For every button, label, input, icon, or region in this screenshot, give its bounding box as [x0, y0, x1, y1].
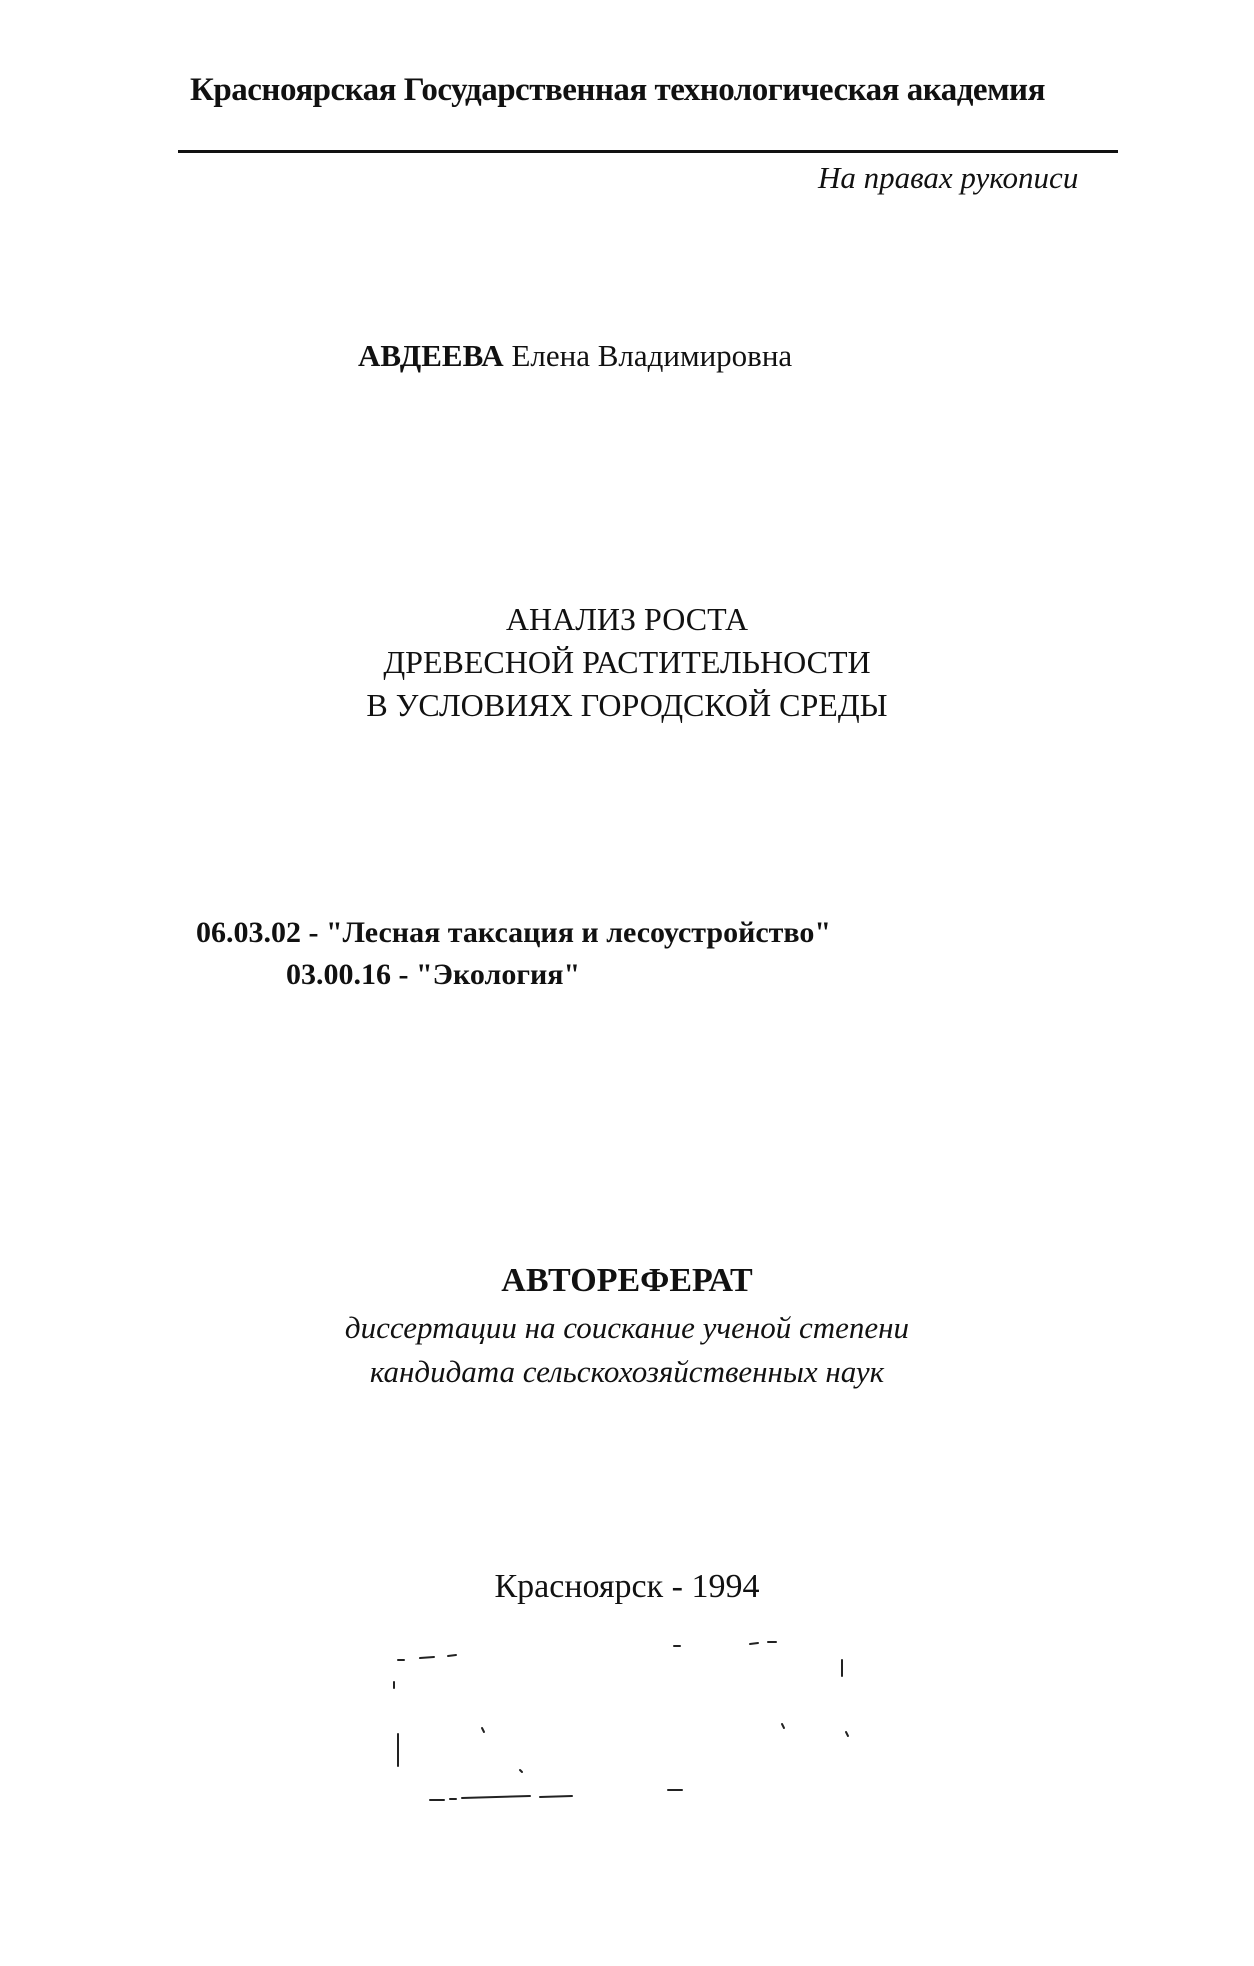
author-given-names: Елена Владимировна — [511, 338, 793, 373]
title-line: АНАЛИЗ РОСТА — [505, 601, 749, 637]
header-divider — [178, 150, 1118, 153]
degree-description — [0, 1306, 1254, 1394]
specialty-line: 03.00.16 - "Экология" — [286, 958, 581, 991]
author-name — [358, 338, 792, 374]
city-year: Красноярск - 1994 — [494, 1568, 760, 1605]
specialty-codes — [196, 912, 831, 996]
specialty-line: 06.03.02 - "Лесная таксация и лесоустройство" — [196, 916, 832, 949]
rights-note: На правах рукописи — [818, 160, 1079, 195]
author-surname: АВДЕЕВА — [358, 338, 504, 373]
stamp-marks — [390, 1638, 860, 1818]
institution-name: Красноярская Государственная технологическая академия — [190, 72, 1045, 108]
degree-line: диссертации на соискание ученой степени — [344, 1310, 910, 1345]
title-line: В УСЛОВИЯХ ГОРОДСКОЙ СРЕДЫ — [366, 687, 888, 723]
title-line: ДРЕВЕСНОЙ РАСТИТЕЛЬНОСТИ — [383, 644, 871, 680]
abstract-label: АВТОРЕФЕРАТ — [501, 1262, 753, 1299]
degree-line: кандидата сельскохозяйственных наук — [369, 1354, 885, 1389]
thesis-title — [0, 598, 1254, 727]
